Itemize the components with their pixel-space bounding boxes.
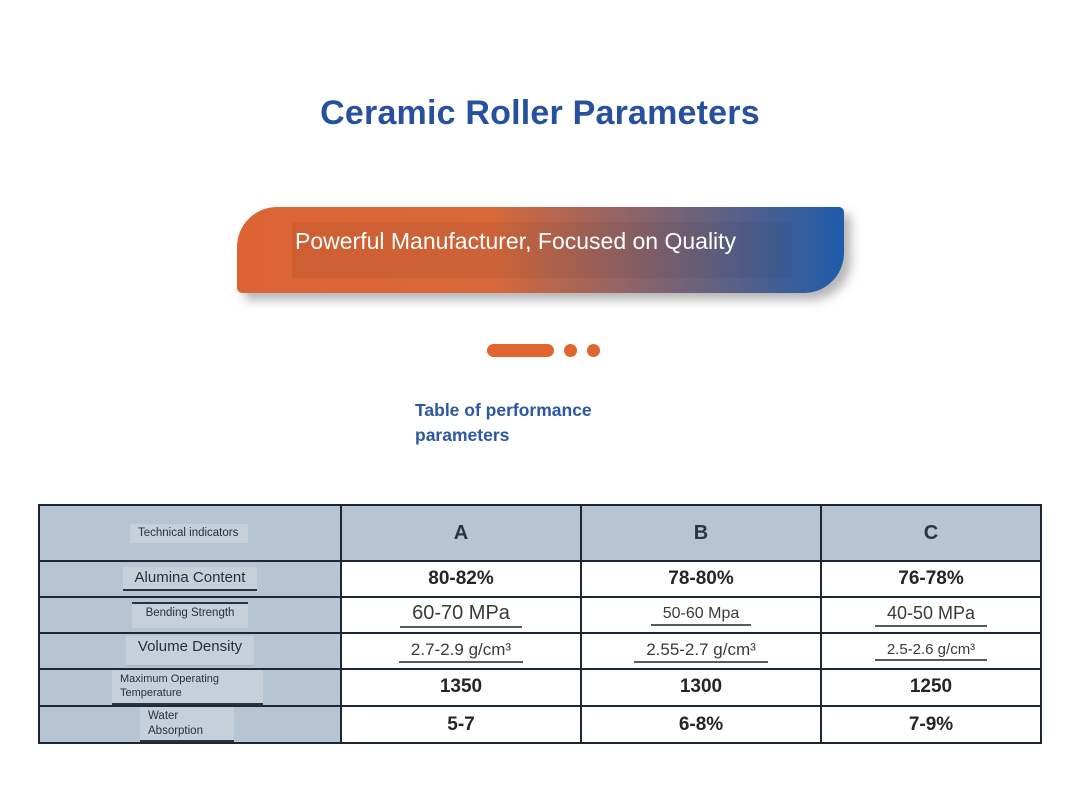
table-row (39, 669, 1041, 706)
row-label: Bending Strength (132, 602, 249, 629)
underlined-value: 2.55-2.7 g/cm³ (634, 640, 768, 663)
cell-value: 6-8% (581, 706, 821, 744)
row-label-cell (39, 706, 341, 744)
cell-value: 1250 (821, 669, 1041, 706)
cell-value (581, 597, 821, 633)
corner-header-cell (39, 505, 341, 561)
table-header-row (39, 505, 1041, 561)
table-row (39, 633, 1041, 669)
underlined-value: 2.5-2.6 g/cm³ (875, 641, 987, 661)
cell-value: 5-7 (341, 706, 581, 744)
row-label: Maximum Operating Temperature (112, 670, 263, 705)
cell-value: 7-9% (821, 706, 1041, 744)
cell-value (581, 633, 821, 669)
cell-value (821, 597, 1041, 633)
corner-header-label: Technical indicators (130, 524, 248, 543)
quality-banner (237, 207, 844, 293)
row-label-cell (39, 633, 341, 669)
cell-value: 1350 (341, 669, 581, 706)
underlined-value: 50-60 Mpa (651, 605, 752, 626)
table-row (39, 561, 1041, 597)
carousel-dots (487, 344, 600, 357)
page-title: Ceramic Roller Parameters (320, 94, 760, 132)
carousel-dot[interactable] (587, 344, 600, 357)
column-header-b: B (581, 505, 821, 561)
table-caption: Table of performance parameters (415, 400, 592, 445)
row-label: Water Absorption (140, 707, 234, 743)
underlined-value: 40-50 MPa (875, 603, 987, 627)
cell-value: 76-78% (821, 561, 1041, 597)
column-header-c: C (821, 505, 1041, 561)
parameters-table (38, 504, 1042, 744)
column-header-a: A (341, 505, 581, 561)
table-row (39, 597, 1041, 633)
row-label-cell (39, 561, 341, 597)
banner-text: Powerful Manufacturer, Focused on Quality (295, 228, 737, 254)
table-row (39, 706, 1041, 744)
row-label: Volume Density (126, 636, 254, 666)
cell-value: 1300 (581, 669, 821, 706)
carousel-dot-active[interactable] (487, 344, 554, 357)
row-label-cell (39, 669, 341, 706)
cell-value: 78-80% (581, 561, 821, 597)
underlined-value: 60-70 MPa (400, 602, 522, 628)
cell-value: 80-82% (341, 561, 581, 597)
underlined-value: 2.7-2.9 g/cm³ (399, 640, 523, 663)
cell-value (341, 633, 581, 669)
cell-value (341, 597, 581, 633)
cell-value (821, 633, 1041, 669)
row-label: Alumina Content (123, 567, 258, 592)
carousel-dot[interactable] (564, 344, 577, 357)
row-label-cell (39, 597, 341, 633)
